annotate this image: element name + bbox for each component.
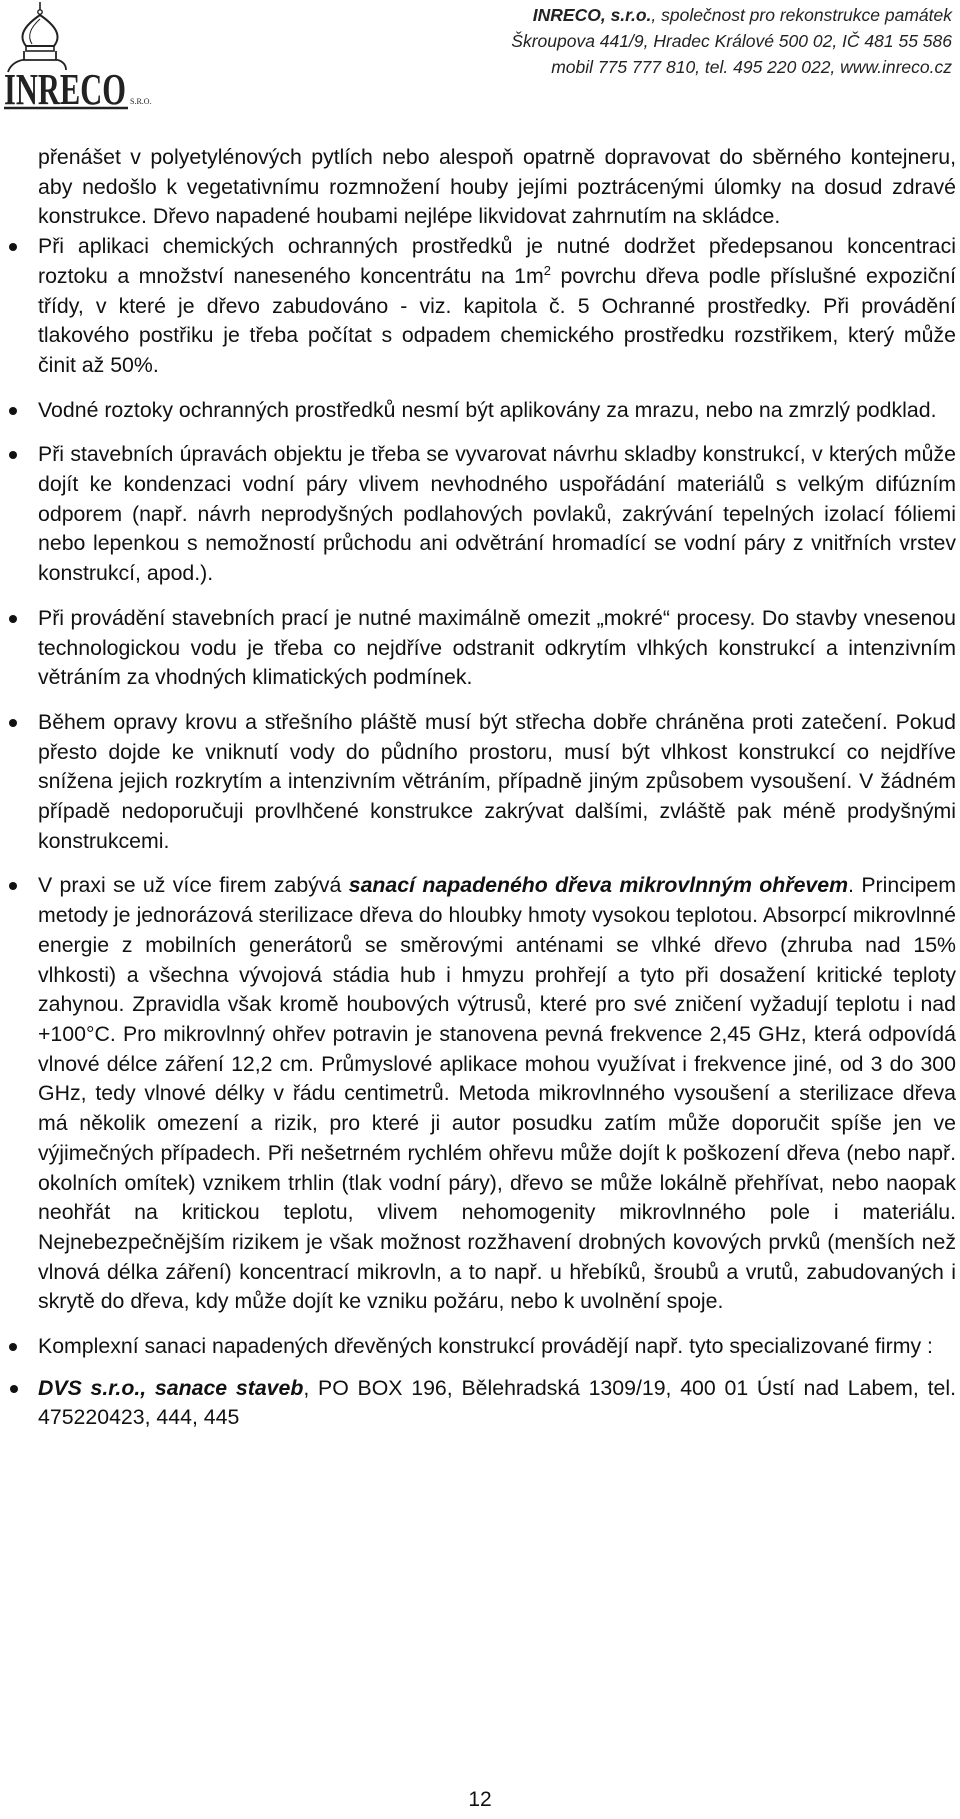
list-item xyxy=(38,440,956,589)
bullet-text: Při aplikaci chemických ochranných prostředků je nutné dodržet předepsanou koncentraci roztoku a množství naneseného koncentrátu na 1m xyxy=(38,234,956,288)
company-line xyxy=(492,2,952,28)
bullet-text: . Principem metody je jednorázová sterilizace dřeva do hloubky hmoty vysokou teplotou. Absorpcí mikrovlnné energie z mobilních generátorů se směrovými anténami se vlhké dřevo (zhruba nad 15% vlhkosti) a všechna vývojová stádia hub i hmyzu prohřejí a tyto při dosažení kritické teploty zahynou. Zpravidla však kromě houbových výtrusů, které pro své zničení vyžadují teplotu i nad +100°C. Pro mikrovlnný ohřev potravin je stanovena pevná frekvence 2,45 GHz, která odpovídá vlnové délce záření 12,2 cm. Průmyslové aplikace mohou využívat i frekvence jiné, od 3 do 300 GHz, tedy vlnové délky v řádu centimetrů. Metoda mikrovlnného vysoušení a sterilizace dřeva má několik omezení a rizik, pro které ji autor posudku zatím může doporučit spíše jen ve výjimečných případech. Při nešetrném rychlém ohřevu může dojít k poškození dřeva (nebo např. okolních omítek) vznikem trhlin (tlak vodní páry), dřevo se může lokálně přehřívat, nebo naopak neohřát na kritickou teplotu, vlivem nehomogenity mikrovlnného pole i materiálu. Nejnebezpečnějším rizikem je však možnost rozžhavení drobných kovových prvků (menších než vlnová délka záření) koncentrací mikrovln, a to např. u hřebíků, šroubů a vrutů, zabudovaných i skrytě do dřeva, kdy může dojít ke vzniku požáru, nebo k uvolnění spoje. xyxy=(38,873,957,1314)
bullet-text: V praxi se už více firem zabývá xyxy=(38,873,349,898)
company-address: Škroupova 441/9, Hradec Králové 500 02, IČ 481 55 586 xyxy=(511,31,952,51)
bullet-list xyxy=(38,232,956,1433)
firm-name: DVS s.r.o., sanace staveb xyxy=(38,1375,304,1400)
company-description: , společnost pro rekonstrukce památek xyxy=(651,5,952,25)
bullet-text: Vodné roztoky ochranných prostředků nesmí být aplikovány za mrazu, nebo na zmrzlý podklad. xyxy=(38,397,937,422)
list-item xyxy=(38,604,956,693)
bullet-text: Při provádění stavebních prací je nutné maximálně omezit „mokré“ procesy. Do stavby vnesenou technologickou vodu je třeba co nejdříve odstranit odkrytím vlhkých konstrukcí a intenzivním větráním za vhodných klimatických podmínek. xyxy=(38,605,956,690)
list-item xyxy=(38,396,956,426)
list-item xyxy=(38,708,956,857)
company-header xyxy=(492,2,952,80)
firm-list xyxy=(38,1374,956,1433)
document-body xyxy=(38,143,956,1448)
firm-item xyxy=(38,1374,956,1433)
company-contact: mobil 775 777 810, tel. 495 220 022, www.inreco.cz xyxy=(551,57,952,77)
intro-paragraph: přenášet v polyetylénových pytlích nebo alespoň opatrně dopravovat do sběrného kontejneru, aby nedošlo k vegetativnímu rozmnožení houby jejími poztrácenými úlomky na dosud zdravé konstrukce. Dřevo napadené houbami nejlépe likvidovat zahrnutím na skládce. xyxy=(38,145,956,229)
superscript: 2 xyxy=(543,262,551,278)
list-item xyxy=(38,232,956,381)
bullet-text: povrchu dřeva podle příslušné expoziční třídy, v které je dřevo zabudováno - viz. kapitola č. 5 Ochranné prostředky. Při provádění tlakového postřiku je třeba počítat s odpadem chemického prostředku rozstřikem, který může činit až 50%. xyxy=(38,263,956,377)
bullet-text: Během opravy krovu a střešního pláště musí být střecha dobře chráněna proti zatečení. Pokud přesto dojde ke vniknutí vody do půdního prostoru, musí být vlhkost konstrukcí co nejdříve snížena jejich rozkrytím a intenzivním větráním, případně jiným způsobem vysoušení. V žádném případě nedoporučuji provlhčené konstrukce zakrývat dalšími, zvláště pak méně prodyšnými konstrukcemi. xyxy=(38,709,956,853)
list-item xyxy=(38,1332,956,1433)
inreco-logo xyxy=(2,0,152,116)
bullet-text: Při stavebních úpravách objektu je třeba se vyvarovat návrhu skladby konstrukcí, v kterých může dojít ke kondenzaci vodní páry vlivem nevhodného uspořádání materiálů s velkým difúzním odporem (např. návrh neprodyšných podlahových povlaků, zakrývání tepelných izolací fóliemi nebo lepenkou s nemožností průchodu ani odvětrání hromadící se vodní páry z vnitřních vrstev konstrukcí, apod.). xyxy=(38,442,956,586)
bullet-text: Komplexní sanaci napadených dřevěných konstrukcí provádějí např. tyto specializované firmy : xyxy=(38,1334,933,1359)
page-number: 12 xyxy=(468,1788,492,1811)
company-name: INRECO, s.r.o. xyxy=(532,5,652,25)
firm-details: , PO BOX 196, Bělehradská 1309/19, 400 01 Ústí nad Labem, tel. 475220423, 444, 445 xyxy=(38,1375,956,1430)
list-item xyxy=(38,871,956,1317)
logo-suffix: S.R.O. xyxy=(130,97,152,106)
emphasized-term: sanací napadeného dřeva mikrovlnným ohřevem xyxy=(348,873,849,898)
logo-wordmark: INRECO xyxy=(4,65,127,114)
